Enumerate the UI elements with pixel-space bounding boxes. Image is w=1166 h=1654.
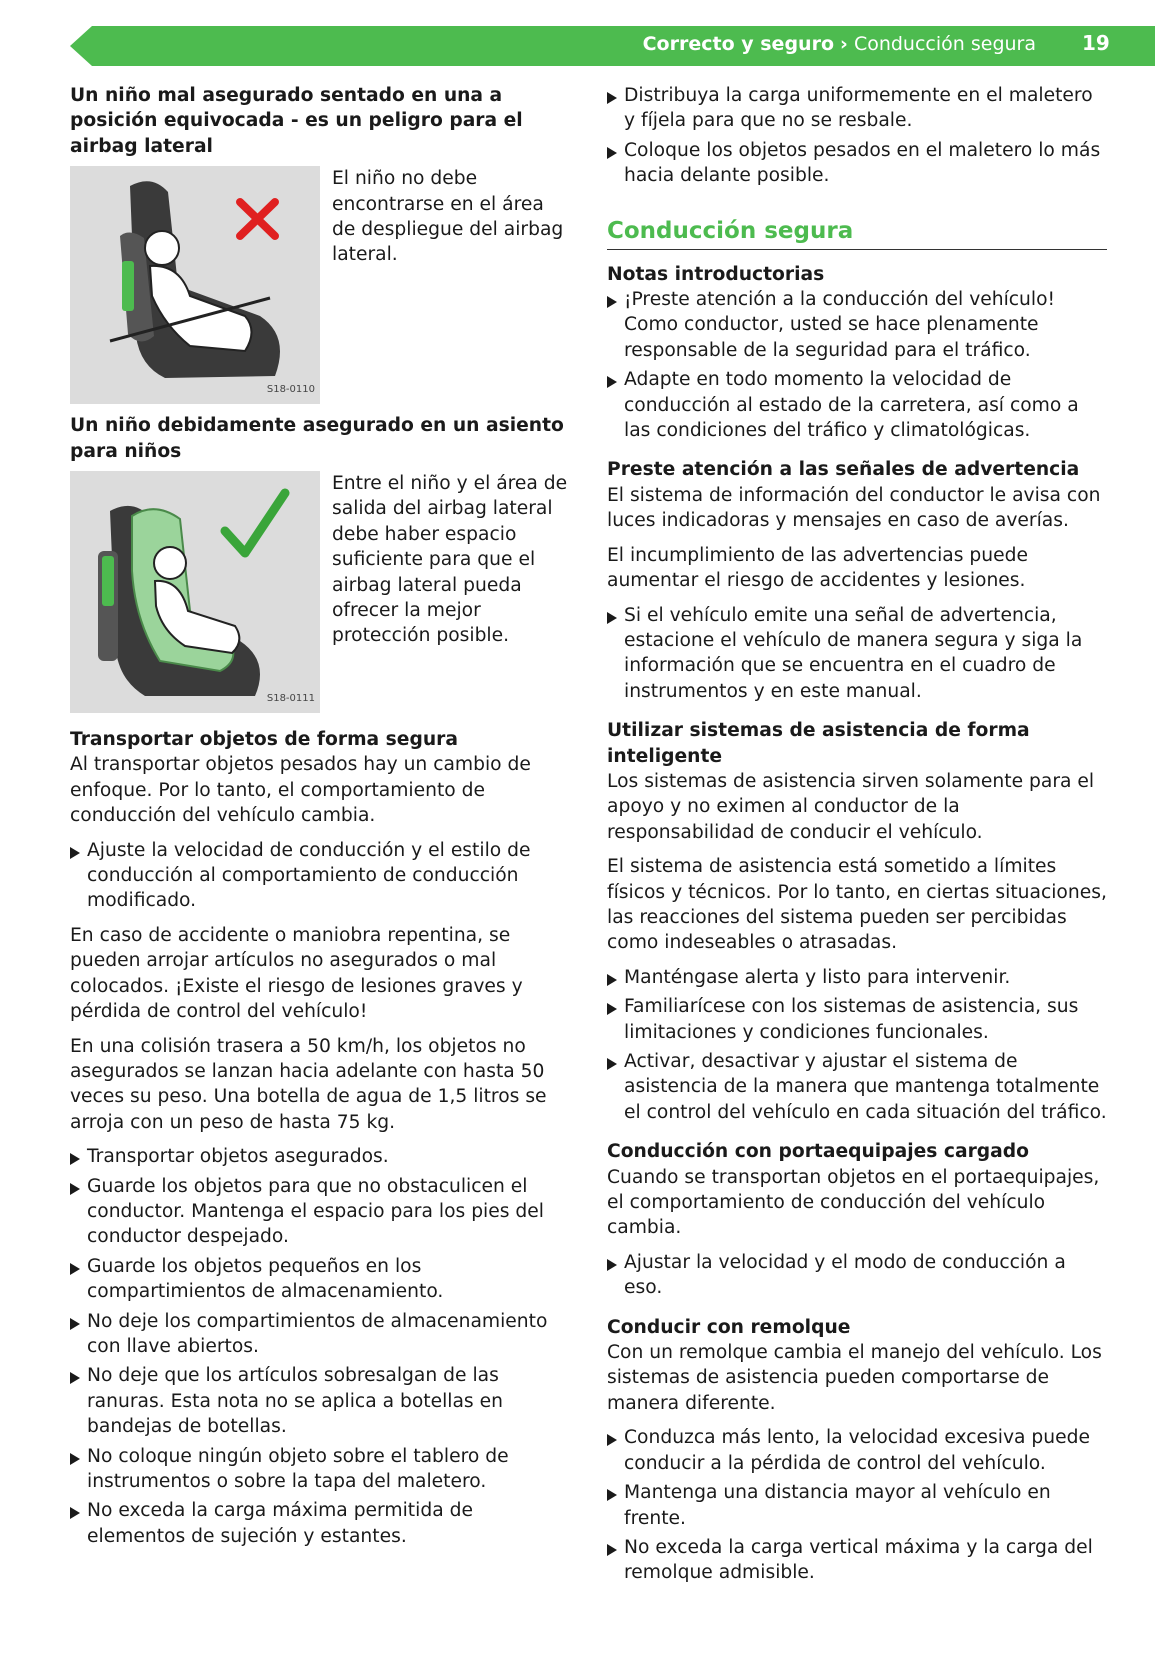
bullet-arrow-icon: [607, 1544, 617, 1556]
bullet-arrow-icon: [607, 1259, 617, 1271]
subheading: Utilizar sistemas de asistencia de forma inteligente: [607, 720, 1030, 767]
list-item: Manténgase alerta y listo para intervenir.: [607, 965, 1107, 990]
list-item: Transportar objetos asegurados.: [70, 1144, 573, 1169]
list-item: No coloque ningún objeto sobre el tablero de instrumentos o sobre la tapa del maletero.: [70, 1444, 573, 1495]
paragraph: En caso de accidente o maniobra repentina, se pueden arrojar artículos no asegurados o mal colocados. ¡Existe el riesgo de lesiones graves y pérdida de control del vehículo!: [70, 924, 523, 1023]
bullet-list: [607, 603, 1107, 705]
heading-wrong-position: Un niño mal asegurado sentado en una a posición equivocada - es un peligro para el airbag lateral: [70, 85, 523, 157]
subheading: Notas introductorias: [607, 263, 825, 285]
list-item: Ajuste la velocidad de conducción y el estilo de conducción al comportamiento de conducción modificado.: [70, 838, 573, 914]
subheading: Conducción con portaequipajes cargado: [607, 1141, 1030, 1163]
right-column: [607, 83, 1107, 1595]
subheading: Conducir con remolque: [607, 1316, 851, 1338]
bullet-arrow-icon: [607, 296, 617, 308]
list-item: Familiarícese con los sistemas de asistencia, sus limitaciones y condiciones funcionales.: [607, 994, 1107, 1045]
list-item: Si el vehículo emite una señal de advertencia, estacione el vehículo de manera segura y siga la información que se encuentra en el cuadro de instrumentos y en este manual.: [607, 603, 1107, 705]
list-item: Adapte en todo momento la velocidad de conducción al estado de la carretera, así como a las condiciones del tráfico y climatológicas.: [607, 367, 1107, 443]
list-item: Distribuya la carga uniformemente en el maletero y fíjela para que no se resbale.: [607, 83, 1107, 134]
breadcrumb-chapter: Correcto y seguro: [642, 33, 834, 55]
list-item: Activar, desactivar y ajustar el sistema de asistencia de la manera que mantenga totalmente el control del vehículo en cada situación del tráfico.: [607, 1049, 1107, 1125]
paragraph: El incumplimiento de las advertencias puede aumentar el riesgo de accidentes y lesiones.: [607, 544, 1028, 592]
list-item: Mantenga una distancia mayor al vehículo en frente.: [607, 1480, 1107, 1531]
heading-correct-child-seat: Un niño debidamente asegurado en un asiento para niños: [70, 415, 564, 462]
bullet-arrow-icon: [607, 1003, 617, 1015]
paragraph: Los sistemas de asistencia sirven solamente para el apoyo y no eximen al conductor de la responsabilidad de conducir el vehículo.: [607, 770, 1095, 843]
bullet-arrow-icon: [607, 612, 617, 624]
heading-transport-objects: Transportar objetos de forma segura: [70, 729, 458, 751]
section-title: Conducción segura: [607, 216, 1107, 250]
paragraph: El sistema de información del conductor le avisa con luces indicadoras y mensajes en caso de averías.: [607, 484, 1101, 532]
bullet-arrow-icon: [70, 1507, 80, 1519]
list-item: Guarde los objetos para que no obstaculicen el conductor. Mantenga el espacio para los pies del conductor despejado.: [70, 1174, 573, 1250]
bullet-arrow-icon: [70, 1372, 80, 1384]
paragraph: Cuando se transportan objetos en el portaequipajes, el comportamiento de conducción del vehículo cambia.: [607, 1166, 1100, 1239]
left-column: [70, 83, 573, 1558]
bullet-arrow-icon: [70, 1183, 80, 1195]
figure-image-correct: [70, 471, 320, 713]
bullet-list: [607, 287, 1107, 443]
list-item: No deje los compartimientos de almacenamiento con llave abiertos.: [70, 1309, 573, 1360]
bullet-list: [607, 1250, 1107, 1301]
figure-code: S18-0110: [266, 383, 315, 395]
bullet-arrow-icon: [70, 847, 80, 859]
figure-code: S18-0111: [266, 692, 315, 704]
bullet-arrow-icon: [607, 92, 617, 104]
bullet-list: [70, 1144, 573, 1549]
bullet-arrow-icon: [607, 376, 617, 388]
bullet-arrow-icon: [70, 1318, 80, 1330]
breadcrumb-section: Conducción segura: [853, 33, 1036, 55]
list-item: No exceda la carga máxima permitida de elementos de sujeción y estantes.: [70, 1498, 573, 1549]
bullet-list: [607, 1425, 1107, 1585]
breadcrumb: [643, 33, 1036, 55]
subheading: Preste atención a las señales de advertencia: [607, 459, 1080, 481]
list-item: ¡Preste atención a la conducción del vehículo! Como conductor, usted se hace plenamente responsable de la seguridad para el tráfico.: [607, 287, 1107, 363]
figure-caption: El niño no debe encontrarse en el área de despliegue del airbag lateral.: [332, 168, 564, 266]
paragraph: Con un remolque cambia el manejo del vehículo. Los sistemas de asistencia pueden comportarse de manera diferente.: [607, 1342, 1102, 1414]
figure-wrong-position: [70, 166, 573, 404]
bullet-list: [607, 83, 1107, 189]
list-item: Ajustar la velocidad y el modo de conducción a eso.: [607, 1250, 1107, 1301]
paragraph: En una colisión trasera a 50 km/h, los objetos no asegurados se lanzan hacia adelante con hasta 50 veces su peso. Una botella de agua de 1,5 litros se arroja con un peso de hasta 75 kg.: [70, 1035, 547, 1133]
page-number: 19: [1082, 31, 1110, 55]
seat-child-unsafe-illustration: [70, 166, 320, 404]
list-item: Guarde los objetos pequeños en los compartimientos de almacenamiento.: [70, 1254, 573, 1305]
bullet-arrow-icon: [70, 1153, 80, 1165]
bullet-list: [70, 838, 573, 914]
list-item: Coloque los objetos pesados en el maletero lo más hacia delante posible.: [607, 138, 1107, 189]
paragraph: Al transportar objetos pesados hay un cambio de enfoque. Por lo tanto, el comportamiento de conducción del vehículo cambia.: [70, 754, 531, 827]
paragraph: El sistema de asistencia está sometido a límites físicos y técnicos. Por lo tanto, en ciertas situaciones, las reacciones del sistema pueden ser percibidas como indeseables o atrasadas.: [607, 856, 1107, 954]
bullet-arrow-icon: [607, 974, 617, 986]
bullet-arrow-icon: [70, 1263, 80, 1275]
child-seat-safe-illustration: [70, 471, 320, 713]
bullet-arrow-icon: [607, 1434, 617, 1446]
breadcrumb-separator: ›: [840, 33, 848, 55]
figure-caption: Entre el niño y el área de salida del airbag lateral debe haber espacio suficiente para que el airbag lateral pueda ofrecer la mejor protección posible.: [332, 473, 568, 647]
bullet-arrow-icon: [607, 147, 617, 159]
bullet-arrow-icon: [70, 1453, 80, 1465]
bullet-list: [607, 965, 1107, 1125]
list-item: No deje que los artículos sobresalgan de las ranuras. Esta nota no se aplica a botellas en bandejas de botellas.: [70, 1363, 573, 1439]
bullet-arrow-icon: [607, 1489, 617, 1501]
list-item: No exceda la carga vertical máxima y la carga del remolque admisible.: [607, 1535, 1107, 1586]
bullet-arrow-icon: [607, 1058, 617, 1070]
figure-image-wrong: [70, 166, 320, 404]
figure-correct-position: [70, 471, 573, 713]
list-item: Conduzca más lento, la velocidad excesiva puede conducir a la pérdida de control del vehículo.: [607, 1425, 1107, 1476]
